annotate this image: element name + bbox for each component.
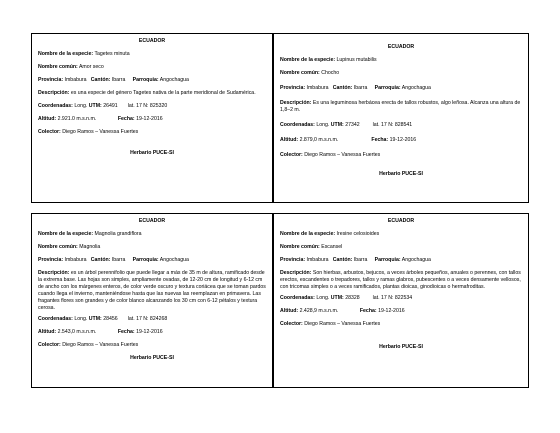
card-header: ECUADOR [138,218,166,224]
province-value: Imbabura [306,257,329,264]
coords-label: Coordenadas: [38,316,73,323]
long-value: Long. [316,122,330,129]
collector-value: Diego Ramos – Vanessa Fuertes [304,321,381,328]
species-label: Nombre de la especie: [280,231,336,238]
canton-label: Cantón: [332,85,353,92]
long-value: Long. [316,295,330,302]
province-label: Provincia: [38,257,64,264]
utm-label: UTM: [88,316,102,323]
utm-label: UTM: [330,122,344,129]
lat-value: lat. 17 N: 822534 [372,295,413,302]
species-value: Iresine celosioides [336,231,380,238]
description-label: Descripción: [280,270,312,277]
parish-label: Parroquia: [132,257,159,264]
province-value: Imbabura [64,257,87,264]
canton-value: Ibarra [111,257,126,264]
province-label: Provincia: [38,77,64,84]
herbarium-footer: Herbario PUCE-SI [379,344,423,351]
canton-value: Ibarra [353,85,368,92]
lat-value: lat. 17 N: 828541 [372,122,413,129]
herbarium-footer: Herbario PUCE-SI [379,171,423,178]
description-label: Descripción: [38,270,70,277]
canton-value: Ibarra [353,257,368,264]
species-value: Lupinus mutabilis [336,57,377,64]
collector-value: Diego Ramos – Vanessa Fuertes [62,342,139,349]
herbarium-label-card [31,33,273,203]
species-value: Magnolia grandiflora [94,231,142,238]
date-label: Fecha: [371,137,389,144]
description-label: Descripción: [38,90,70,97]
common-name-value: Magnolia [79,244,101,251]
date-value: 19-12-2016 [136,329,163,336]
herbarium-footer: Herbario PUCE-SI [130,355,174,362]
card-header: ECUADOR [138,38,166,44]
canton-label: Cantón: [90,77,111,84]
parish-value: Angochagua [159,77,189,84]
lat-value: lat. 17 N: 824268 [127,316,168,323]
common-name-label: Nombre común: [280,70,320,77]
canton-label: Cantón: [90,257,111,264]
coords-label: Coordenadas: [38,103,73,110]
date-label: Fecha: [359,308,377,315]
altitude-value: 2.543,0 m.s.n.m. [57,329,97,336]
description-value: es una especie del género Tagetes nativa de la parte meridional de Sudamérica. [70,90,256,97]
coords-label: Coordenadas: [280,295,315,302]
long-value: Long. [74,103,88,110]
description-value: Es una leguminosa herbácea erecta de tallos robustos, algo leñosa. Alcanza una altura de 1,8–2 m. [280,100,521,114]
parish-label: Parroquia: [374,85,401,92]
utm-value: 28328 [345,295,360,302]
common-name-label: Nombre común: [38,64,78,71]
common-name-value: Escansel [321,244,343,251]
common-name-label: Nombre común: [280,244,320,251]
parish-value: Angochagua [401,85,431,92]
description-label: Descripción: [280,100,312,107]
herbarium-footer: Herbario PUCE-SI [130,150,174,157]
description-value: es un árbol perennifolio que puede llegar a más de 35 m de altura, ramificado desde la extrema base. Las hojas son simples, ampliamente ovadas, de 12-20 cm de longitud y 6-12 cm de ancho con los márgenes enteros, de color verde oscuro y textura coriácea que se toman pardos cuando llega el invierno, manteniéndose hasta que las nuevas las reemplazan en primavera. Las fragantes flores son grandes y de color blanco alcanzando los 30 cm con 6-12 pétalos y textura cerosa. [38,270,266,312]
species-value: Tagetes minuta [94,51,130,58]
province-value: Imbabura [306,85,329,92]
date-value: 19-12-2016 [389,137,417,144]
altitude-value: 2.428,9 m.s.n.m. [299,308,339,315]
altitude-label: Altitud: [38,329,57,336]
species-label: Nombre de la especie: [280,57,336,64]
date-label: Fecha: [117,116,135,123]
parish-label: Parroquia: [374,257,401,264]
lat-value: lat. 17 N: 825320 [127,103,168,110]
canton-value: Ibarra [111,77,126,84]
collector-label: Colector: [280,152,303,159]
description-value: Son hierbas, arbustos, bejucos, a veces árboles pequeños, anuales o perennes, con tallos erectos, escandentes o trepadores, tallos y ramas glabros, pubescentes o a veces densamente vellosos, con tricomas simples o a veces ramificados, plantas dioicas, ginodioicas o hermafroditas. [280,270,521,291]
date-label: Fecha: [117,329,135,336]
collector-label: Colector: [38,342,61,349]
utm-value: 26491 [103,103,118,110]
coords-label: Coordenadas: [280,122,315,129]
common-name-label: Nombre común: [38,244,78,251]
parish-value: Angochagua [401,257,431,264]
species-label: Nombre de la especie: [38,51,94,58]
utm-label: UTM: [88,103,102,110]
common-name-value: Chocho [321,70,340,77]
date-value: 19-12-2016 [378,308,405,315]
province-value: Imbabura [64,77,87,84]
collector-value: Diego Ramos – Vanessa Fuertes [304,152,381,159]
altitude-label: Altitud: [280,137,299,144]
long-value: Long. [74,316,88,323]
parish-label: Parroquia: [132,77,159,84]
herbarium-label-card [273,33,529,203]
altitude-value: 2.921.0 m.s.n.m. [57,116,97,123]
utm-value: 27342 [345,122,360,129]
altitude-label: Altitud: [280,308,299,315]
altitude-label: Altitud: [38,116,57,123]
common-name-value: Amor seco [78,64,104,71]
species-label: Nombre de la especie: [38,231,94,238]
utm-value: 28456 [103,316,118,323]
date-value: 19-12-2016 [136,116,163,123]
canton-label: Cantón: [332,257,353,264]
parish-value: Angochagua [159,257,189,264]
collector-value: Diego Ramos – Vanessa Fuertes [62,129,139,136]
collector-label: Colector: [38,129,61,136]
card-header: ECUADOR [387,218,415,224]
collector-label: Colector: [280,321,303,328]
province-label: Provincia: [280,85,306,92]
herbarium-label-card [273,213,529,388]
card-header: ECUADOR [387,44,415,50]
utm-label: UTM: [330,295,344,302]
herbarium-label-card [31,213,273,388]
altitude-value: 2.879,0 m.s.n.m. [299,137,339,144]
province-label: Provincia: [280,257,306,264]
